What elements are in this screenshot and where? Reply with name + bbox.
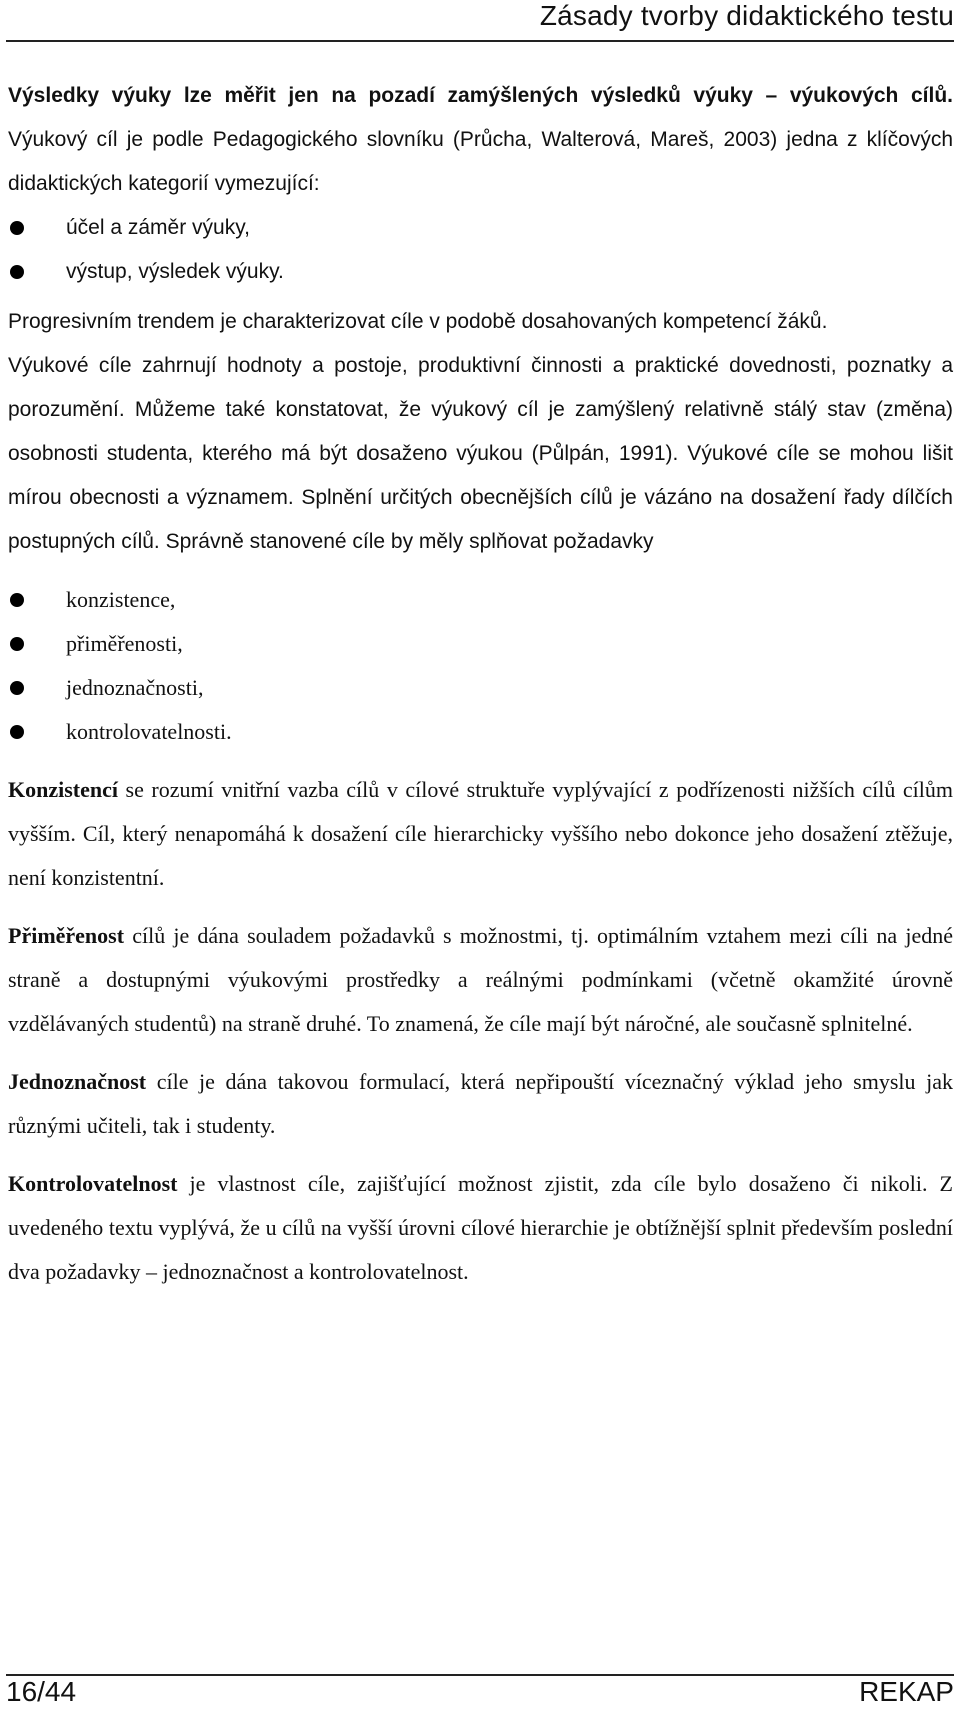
list-item (8, 710, 953, 754)
unambiguity-term: Jednoznačnost (8, 1069, 147, 1094)
list-item (8, 578, 953, 622)
list-item-label: přiměřenosti, (66, 631, 183, 656)
header-rule (6, 40, 954, 42)
consistency-text: se rozumí vnitřní vazba cílů v cílové struktuře vyplývající z podřízenosti nižších cílů cílům vyšším. Cíl, který nenapomáhá k dosažení cíle hierarchicky vyššího nebo dokonce jeho dosažení ztěžuje, není konzistentní. (8, 777, 953, 890)
list-item (8, 622, 953, 666)
intro-paragraph (8, 74, 953, 206)
list-item-label: kontrolovatelnosti. (66, 719, 232, 744)
list-item (8, 206, 953, 250)
requirements-list (8, 578, 953, 754)
bullet-icon (10, 681, 24, 695)
bullet-icon (10, 265, 24, 279)
header-title: Zásady tvorby didaktického testu (539, 0, 954, 31)
competence-paragraph: Progresivním trendem je charakterizovat cíle v podobě dosahovaných kompetencí žáků. (8, 310, 828, 333)
unambiguity-paragraph (8, 1060, 953, 1148)
list-item-label: jednoznačnosti, (66, 675, 204, 700)
intro-text: Výukový cíl je podle Pedagogického slovníku (Průcha, Walterová, Mareš, 2003) jedna z klíčových didaktických kategorií vymezující: (8, 128, 953, 195)
list-item (8, 250, 953, 294)
document-body (8, 74, 953, 1294)
bullet-icon (10, 593, 24, 607)
bullet-icon (10, 221, 24, 235)
consistency-paragraph (8, 768, 953, 900)
list-item-label: výstup, výsledek výuky. (66, 260, 284, 283)
bullet-icon (10, 725, 24, 739)
bullet-icon (10, 637, 24, 651)
purpose-list (8, 206, 953, 294)
page-footer (0, 1664, 960, 1714)
adequacy-term: Přiměřenost (8, 923, 125, 948)
footer-rule (6, 1674, 954, 1676)
page-number: 16/44 (6, 1676, 77, 1707)
adequacy-paragraph (8, 914, 953, 1046)
spacer (8, 564, 953, 578)
spacer (8, 1148, 953, 1162)
spacer (8, 1046, 953, 1060)
list-item-label: konzistence, (66, 587, 176, 612)
consistency-term: Konzistencí (8, 777, 118, 802)
list-item (8, 666, 953, 710)
publisher-name: REKAP (859, 1676, 954, 1707)
list-item-label: účel a záměr výuky, (66, 216, 251, 239)
goals-paragraph: Výukové cíle zahrnují hodnoty a postoje, produktivní činnosti a praktické dovednosti, poznatky a porozumění. Můžeme také konstatovat, že výukový cíl je zamýšlený relativně stálý stav (změna) osobnosti studenta, kterého má být dosaženo výukou (Půlpán, 1991). Výukové cíle se mohou lišit mírou obecnosti a významem. Splnění určitých obecnějších cílů je vázáno na dosažení řady dílčích postupných cílů. Správně stanovené cíle by měly splňovat požadavky (8, 354, 953, 553)
controllability-paragraph (8, 1162, 953, 1294)
controllability-text: je vlastnost cíle, zajišťující možnost zjistit, zda cíle bylo dosaženo či nikoli. Z uvedeného textu vyplývá, že u cílů na vyšší úrovni cílové hierarchie je obtížnější splnit především poslední dva požadavky – jednoznačnost a kontrolovatelnost. (8, 1171, 953, 1284)
spacer (8, 754, 953, 768)
spacer (8, 900, 953, 914)
intro-bold-text: Výsledky výuky lze měřit jen na pozadí zamýšlených výsledků výuky – výukových cílů. (8, 84, 953, 107)
controllability-term: Kontrolovatelnost (8, 1171, 178, 1196)
adequacy-text: cílů je dána souladem požadavků s možnostmi, tj. optimálním vztahem mezi cíli na jedné straně a dostupnými výukovými prostředky a reálnými podmínkami (včetně okamžité úrovně vzdělávaných studentů) na straně druhé. To znamená, že cíle mají být náročné, ale současně splnitelné. (8, 923, 953, 1036)
unambiguity-text: cíle je dána takovou formulací, která nepřipouští víceznačný výklad jeho smyslu jak různými učiteli, tak i studenty. (8, 1069, 953, 1138)
page-header (0, 0, 960, 42)
